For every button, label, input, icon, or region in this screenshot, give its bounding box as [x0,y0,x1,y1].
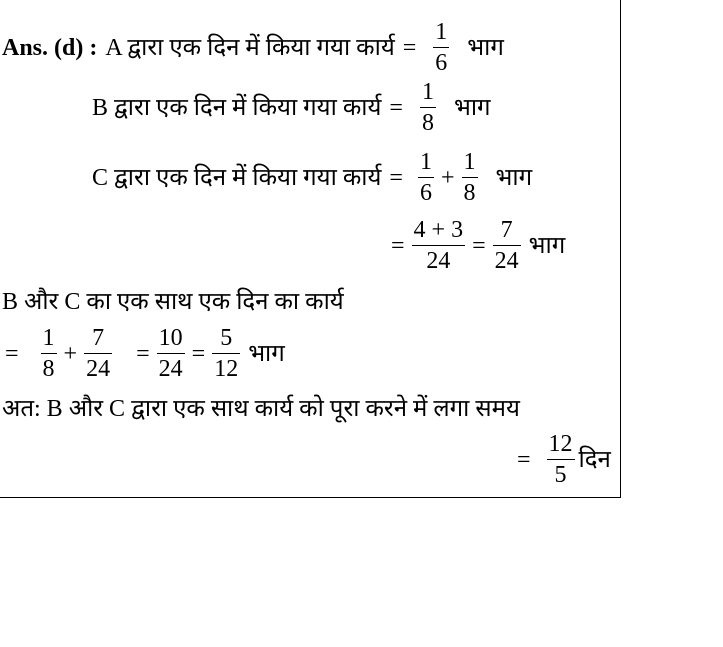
fraction-bc1: $\frac{1}{8}$ [42,325,55,382]
fraction-denominator: 6 [435,50,448,76]
equals-sign: = [402,34,417,61]
line-c-work [92,150,532,205]
line-bc-sum [2,326,285,381]
equals-sign: = [191,340,206,367]
fraction-numerator: 1 [435,19,448,45]
fraction-denominator: 8 [421,110,434,136]
unit-label: भाग [528,232,566,259]
a-work-text: A द्वारा एक दिन में किया गया कार्य [105,34,395,61]
line-a-work [2,20,504,75]
line-conclusion [2,397,520,421]
equals-sign: = [5,340,19,367]
line-final-answer [514,432,611,487]
plus-sign: + [440,164,455,191]
plus-sign: + [63,340,78,367]
line-c-sum [388,218,565,273]
equals-sign: = [136,340,150,367]
unit-label: भाग [495,164,533,191]
fraction-b [420,80,436,135]
equals-sign: = [472,232,486,259]
answer-label: Ans. (d) : [2,34,98,61]
fraction-bc3: $\frac{10}{24}$ [158,325,183,382]
line-b-work [92,80,491,135]
fraction-numerator: 1 [421,79,434,105]
unit-label: भाग [248,340,285,367]
equals-sign: = [391,232,405,259]
unit-label: भाग [467,34,504,61]
conclusion-text: अत: B और C द्वारा एक साथ कार्य को पूरा करने में लगा समय [2,396,520,422]
equals-sign: = [517,446,531,473]
bc-work-text: B और C का एक साथ एक दिन का कार्य [2,289,344,315]
fraction-a [433,20,449,75]
fraction-final: $\frac{12}{5}$ [548,431,573,488]
fraction-c2: $\frac{1}{8}$ [463,149,476,206]
fraction-c1: $\frac{1}{6}$ [419,149,432,206]
unit-label: दिन [578,446,611,473]
equals-sign: = [389,94,403,121]
fraction-result: $\frac{7}{24}$ [494,217,519,274]
fraction-sum: $\frac{4 + 3}{24}$ [413,217,464,274]
line-bc-heading [2,290,344,314]
equals-sign: = [389,164,403,191]
unit-label: भाग [453,94,491,121]
c-work-text: C द्वारा एक दिन में किया गया कार्य [92,164,382,191]
fraction-bc2: $\frac{7}{24}$ [86,325,111,382]
b-work-text: B द्वारा एक दिन में किया गया कार्य [92,94,382,121]
fraction-bc4: $\frac{5}{12}$ [214,325,239,382]
